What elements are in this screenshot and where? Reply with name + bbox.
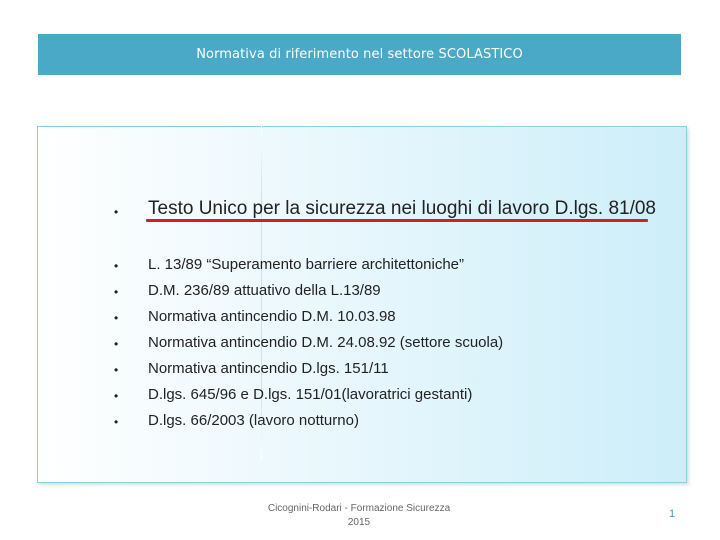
red-underline — [146, 219, 648, 222]
footer-line: Cicognini-Rodari - Formazione Sicurezza — [267, 503, 451, 514]
list-item: Normativa antincendio D.M. 24.08.92 (settore scuola) — [148, 334, 504, 351]
bullet-icon: • — [114, 205, 119, 219]
page-number: 1 — [668, 508, 676, 520]
list-item: Normativa antincendio D.M. 10.03.98 — [148, 308, 396, 325]
list-item: D.lgs. 66/2003 (lavoro notturno) — [148, 412, 359, 429]
bullet-icon: • — [114, 389, 119, 403]
list-item: D.lgs. 645/96 e D.lgs. 151/01(lavoratrici gestanti) — [148, 386, 473, 403]
list-item: L. 13/89 “Superamento barriere architettoniche” — [148, 256, 465, 273]
bullet-icon: • — [114, 415, 119, 429]
main-item: Testo Unico per la sicurezza nei luoghi di lavoro D.lgs. 81/08 — [148, 198, 656, 219]
bullet-icon: • — [114, 363, 119, 377]
list-item: Normativa antincendio D.lgs. 151/11 — [148, 360, 389, 377]
title-bar — [38, 34, 681, 75]
slide-title: Normativa di riferimento nel settore SCOLASTICO — [196, 47, 523, 62]
bullet-icon: • — [114, 285, 119, 299]
footer-year: 2015 — [347, 517, 371, 528]
bullet-icon: • — [114, 259, 119, 273]
content-box — [37, 126, 687, 483]
bullet-icon: • — [114, 311, 119, 325]
bullet-icon: • — [114, 337, 119, 351]
list-item: D.M. 236/89 attuativo della L.13/89 — [148, 282, 381, 299]
footer-text — [258, 502, 460, 530]
